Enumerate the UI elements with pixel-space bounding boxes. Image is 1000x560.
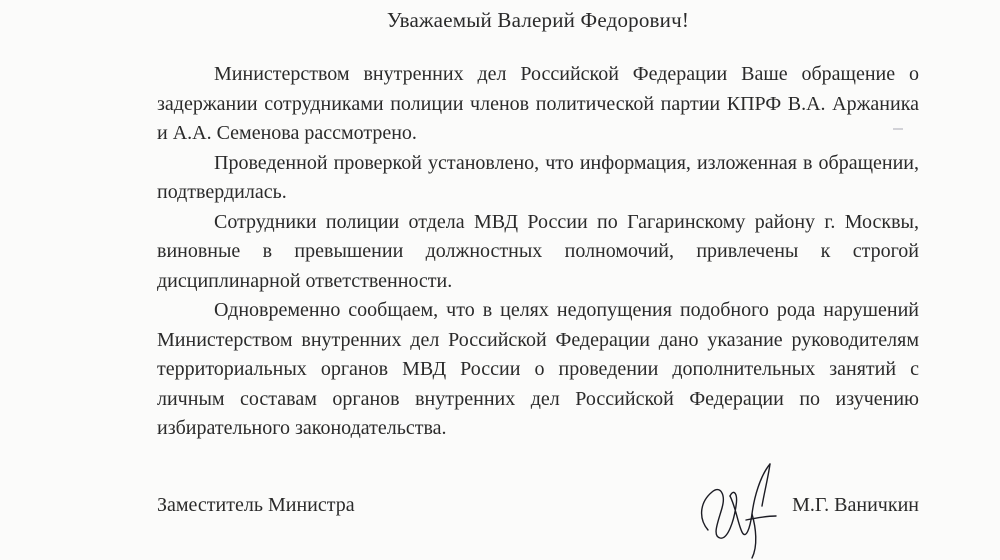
letter-body <box>157 60 919 444</box>
paragraph-appeal-reviewed: Министерством внутренних дел Российской Федерации Ваше обращение о задержании сотрудниками полиции членов политической партии КПРФ В.А. Аржаника и А.А. Семенова рассмотрено. <box>157 63 919 144</box>
signatory-name: М.Г. Ваничкин <box>792 494 919 516</box>
paragraph-disciplinary-action: Сотрудники полиции отдела МВД России по Гагаринскому району г. Москвы, виновные в превышении должностных полномочий, привлечены к строгой дисциплинарной ответственности. <box>157 210 919 292</box>
paragraph-check-confirmed: Проведенной проверкой установлено, что информация, изложенная в обращении, подтвердилась. <box>157 151 919 203</box>
signature-block <box>157 494 919 524</box>
paragraph-instructions-issued: Одновременно сообщаем, что в целях недопущения подобного рода нарушений Министерством внутренних дел Российской Федерации дано указание руководителям территориальных органов МВД России о проведении дополнительных занятий с личным составам органов внутренних дел Российской Федерации по изучению избирательного законодательства. <box>157 299 919 439</box>
salutation: Уважаемый Валерий Федорович! <box>386 8 690 32</box>
scan-artifact <box>893 128 903 130</box>
signatory-title: Заместитель Министра <box>157 494 355 516</box>
